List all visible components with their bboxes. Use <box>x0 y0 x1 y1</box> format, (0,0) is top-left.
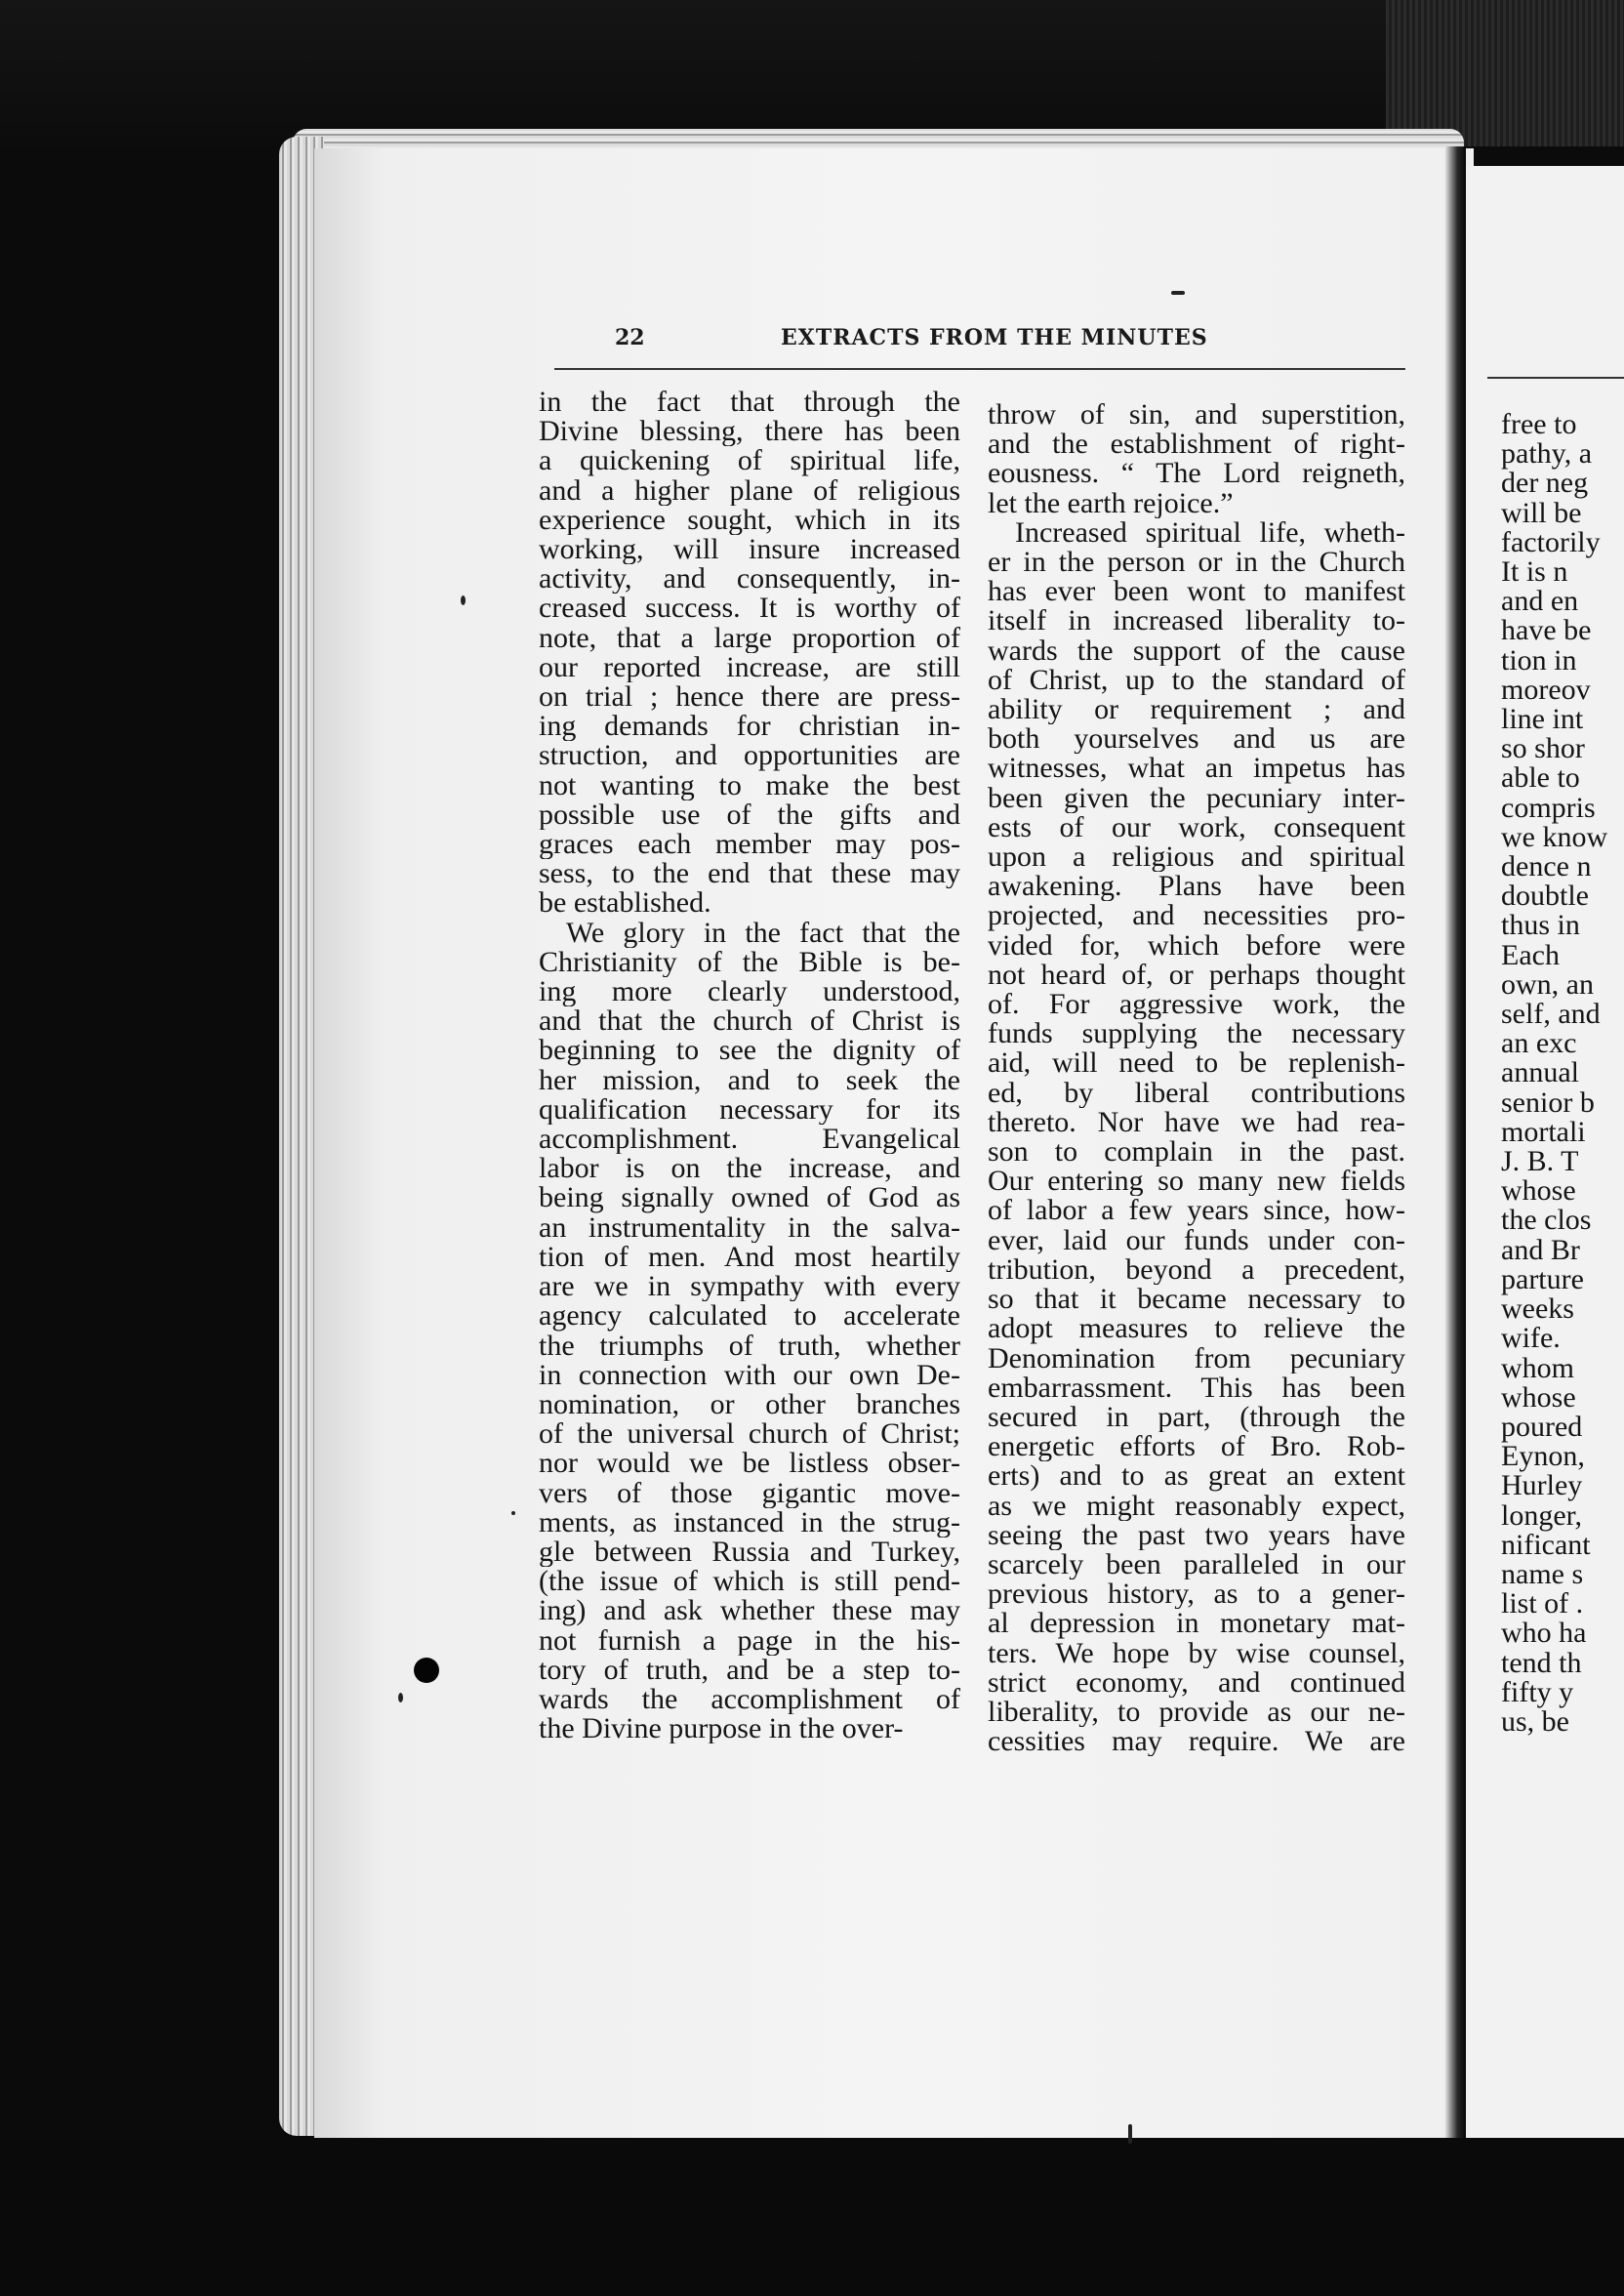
text-line: the Divine purpose in the over- <box>539 1714 904 1744</box>
middle-text-column <box>988 400 1405 1756</box>
text-line: in the fact that through the <box>539 388 960 418</box>
text-line: experience sought, which in its <box>539 505 960 536</box>
text-line: are we in sympathy with every <box>539 1272 960 1302</box>
text-line: ing more clearly understood, <box>539 977 960 1007</box>
text-line: factorily <box>1501 525 1601 558</box>
text-line: nor would we be listless obser- <box>539 1449 960 1479</box>
text-line: agency calculated to accelerate <box>539 1301 960 1332</box>
text-line: an instrumentality in the salva- <box>539 1212 960 1243</box>
text-line: of Christ, up to the standard of <box>988 665 1405 696</box>
text-line: witnesses, what an impetus has <box>988 754 1405 784</box>
text-line: of labor a few years since, how- <box>988 1196 1405 1226</box>
text-line: been given the pecuniary inter- <box>988 783 1405 813</box>
text-line: compris <box>1501 791 1596 824</box>
text-line: working, will insure increased <box>539 535 960 565</box>
text-line: wards the support of the cause <box>988 636 1405 666</box>
text-line: ability or requirement ; and <box>988 695 1405 725</box>
text-line: strict economy, and continued <box>988 1667 1405 1698</box>
text-line: being signally owned of God as <box>539 1183 960 1213</box>
text-line: of the universal church of Christ; <box>539 1419 960 1450</box>
header-rule <box>554 368 1405 370</box>
text-line: sess, to the end that these may <box>539 859 960 889</box>
scan-speck <box>461 595 466 605</box>
text-line: thereto. Nor have we had rea- <box>988 1107 1405 1138</box>
text-line: so that it became necessary to <box>988 1285 1405 1315</box>
text-line: we know <box>1501 820 1608 853</box>
text-line: an exc <box>1501 1027 1577 1060</box>
text-line: Increased spiritual life, wheth- <box>1015 517 1405 549</box>
scan-speck <box>511 1511 515 1515</box>
text-line: upon a religious and spiritual <box>988 842 1405 873</box>
text-line: name s <box>1501 1557 1584 1590</box>
scan-background-top <box>0 0 1624 146</box>
text-line: previous history, as to a gener- <box>988 1579 1405 1610</box>
text-line: line int <box>1501 703 1584 736</box>
text-line: senior b <box>1501 1086 1595 1119</box>
text-line: tribution, beyond a precedent, <box>988 1254 1405 1286</box>
text-line: throw of sin, and superstition, <box>988 400 1405 430</box>
text-line: and that the church of Christ is <box>539 1006 960 1037</box>
text-line: awakening. Plans have been <box>988 872 1405 902</box>
text-line: us, be <box>1501 1704 1569 1738</box>
text-line: projected, and necessities pro- <box>988 901 1405 931</box>
text-line: and the establishment of right- <box>988 430 1405 460</box>
text-line: graces each member may pos- <box>539 830 960 860</box>
text-line: ed, by liberal contributions <box>988 1078 1405 1108</box>
text-line: embarrassment. This has been <box>988 1373 1405 1403</box>
text-line: vided for, which before were <box>988 930 1405 961</box>
text-line: energetic efforts of Bro. Rob- <box>988 1432 1405 1462</box>
text-line: erts) and to as great an extent <box>988 1461 1405 1492</box>
text-line: son to complain in the past. <box>988 1137 1405 1168</box>
text-line: It is n <box>1501 555 1568 589</box>
facing-page-text-column <box>1501 410 1624 1737</box>
scan-speck <box>1128 2124 1132 2144</box>
text-line: J. B. T <box>1501 1145 1579 1178</box>
text-line: (the issue of which is still pend- <box>539 1567 960 1597</box>
text-line: eousness. “ The Lord reigneth, <box>988 459 1405 489</box>
text-line: Denomination from pecuniary <box>988 1343 1405 1374</box>
text-line: accomplishment. Evangelical <box>539 1125 960 1155</box>
book-cover-cloth <box>1386 0 1624 146</box>
text-line: tion of men. And most heartily <box>539 1242 960 1273</box>
book-gutter <box>1444 146 1466 2148</box>
text-line: the clos <box>1501 1204 1592 1237</box>
text-line: whose <box>1501 1380 1576 1414</box>
text-line: wards the accomplishment of <box>539 1684 960 1715</box>
text-line: tion in <box>1501 643 1577 676</box>
text-line: a quickening of spiritual life, <box>539 446 960 476</box>
text-line: the triumphs of truth, whether <box>539 1331 960 1361</box>
text-line: mortali <box>1501 1115 1586 1148</box>
text-line: of. For aggressive work, the <box>988 990 1405 1020</box>
text-line: will be <box>1501 496 1582 529</box>
running-title: EXTRACTS FROM THE MINUTES <box>781 325 1208 350</box>
text-line: as we might reasonably expect, <box>988 1491 1405 1521</box>
text-line: seeing the past two years have <box>988 1520 1405 1550</box>
text-line: fifty y <box>1501 1675 1574 1708</box>
text-line: and Br <box>1501 1233 1580 1266</box>
text-line: doubtle <box>1501 880 1589 913</box>
text-line: free to <box>1501 408 1577 440</box>
text-line: secured in part, (through the <box>988 1402 1405 1433</box>
text-line: creased success. It is worthy of <box>539 594 960 624</box>
text-line: annual <box>1501 1056 1579 1089</box>
text-line: der neg <box>1501 467 1589 500</box>
text-line: We glory in the fact that the <box>566 918 960 948</box>
text-line: aid, will need to be replenish- <box>988 1048 1405 1079</box>
text-line: Our entering so many new fields <box>988 1167 1405 1197</box>
text-line: activity, and consequently, in- <box>539 564 960 594</box>
text-line: dence n <box>1501 850 1592 883</box>
text-line: list of . <box>1501 1587 1584 1620</box>
text-line: ing demands for christian in- <box>539 712 960 742</box>
text-line: Eynon, <box>1501 1440 1585 1473</box>
text-line: moreov <box>1501 673 1591 706</box>
text-line: weeks <box>1501 1292 1574 1326</box>
text-line: and a higher plane of religious <box>539 475 960 506</box>
text-line: possible use of the gifts and <box>539 800 960 831</box>
text-line: ing) and ask whether these may <box>539 1596 960 1626</box>
binding-hole <box>414 1658 439 1683</box>
text-line: nificant <box>1501 1528 1591 1561</box>
text-line: ments, as instanced in the strug- <box>539 1507 960 1538</box>
text-line: so shor <box>1501 732 1585 765</box>
text-line: vers of those gigantic move- <box>539 1478 960 1508</box>
text-line: adopt measures to relieve the <box>988 1314 1405 1344</box>
text-line: own, an <box>1501 967 1594 1001</box>
text-line: pathy, a <box>1501 437 1593 471</box>
text-line: able to <box>1501 761 1580 795</box>
text-line: let the earth rejoice.” <box>988 488 1234 518</box>
text-line: ters. We hope by wise counsel, <box>988 1638 1405 1668</box>
text-line: whose <box>1501 1174 1576 1208</box>
text-line: Hurley <box>1501 1469 1583 1502</box>
text-line: Christianity of the Bible is be- <box>539 947 960 978</box>
page-number: 22 <box>615 325 645 350</box>
text-line: and en <box>1501 585 1579 618</box>
facing-page-header-rule <box>1487 377 1624 379</box>
text-line: parture <box>1501 1262 1584 1295</box>
text-line: both yourselves and us are <box>988 724 1405 755</box>
scan-speck <box>398 1693 403 1702</box>
scan-speck <box>1171 291 1185 295</box>
text-line: funds supplying the necessary <box>988 1019 1405 1049</box>
text-line: on trial ; hence there are press- <box>539 682 960 713</box>
text-line: qualification necessary for its <box>539 1094 960 1126</box>
text-line: scarcely been paralleled in our <box>988 1549 1405 1580</box>
text-line: tend th <box>1501 1646 1582 1679</box>
text-line: longer, <box>1501 1498 1582 1532</box>
text-line: who ha <box>1501 1617 1587 1650</box>
text-line: gle between Russia and Turkey, <box>539 1537 960 1568</box>
text-line: al depression in monetary mat- <box>988 1609 1405 1639</box>
text-line: in connection with our own De- <box>539 1360 960 1390</box>
text-line: nomination, or other branches <box>539 1389 960 1420</box>
text-line: liberality, to provide as our ne- <box>988 1697 1405 1728</box>
text-line: labor is on the increase, and <box>539 1154 960 1184</box>
text-line: poured <box>1501 1410 1583 1443</box>
text-line: has ever been wont to manifest <box>988 577 1405 607</box>
left-text-column <box>539 388 960 1743</box>
text-line: not wanting to make the best <box>539 770 960 800</box>
text-line: thus in <box>1501 909 1580 942</box>
text-line: whom <box>1501 1351 1574 1384</box>
text-line: ests of our work, consequent <box>988 812 1405 843</box>
text-line: not heard of, or perhaps thought <box>988 960 1405 991</box>
text-line: er in the person or in the Church <box>988 548 1405 578</box>
text-line: note, that a large proportion of <box>539 623 960 653</box>
text-line: struction, and opportunities are <box>539 741 960 771</box>
text-line: tory of truth, and be a step to- <box>539 1655 960 1685</box>
text-line: not furnish a page in the his- <box>539 1625 960 1656</box>
text-line: ever, laid our funds under con- <box>988 1225 1405 1255</box>
text-line: our reported increase, are still <box>539 652 960 683</box>
text-line: wife. <box>1501 1322 1561 1355</box>
text-line: Each <box>1501 938 1560 971</box>
text-line: cessities may require. We are <box>988 1727 1405 1757</box>
text-line: have be <box>1501 614 1592 647</box>
text-line: self, and <box>1501 998 1601 1031</box>
text-line: Divine blessing, there has been <box>539 417 960 447</box>
text-line: itself in increased liberality to- <box>988 606 1405 636</box>
text-line: beginning to see the dignity of <box>539 1036 960 1066</box>
text-line: be established. <box>539 888 711 919</box>
scan-background-bottom <box>0 2138 1624 2296</box>
text-line: her mission, and to seek the <box>539 1065 960 1095</box>
